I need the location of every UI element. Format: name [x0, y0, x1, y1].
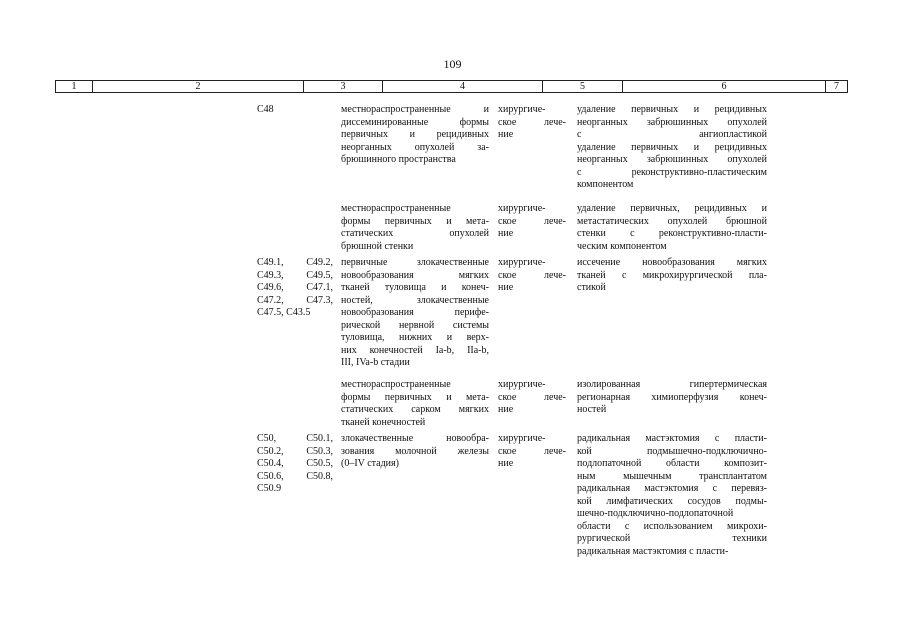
diagnosis-codes-line: C50.2, C50.3,: [257, 445, 333, 457]
treatment-type-cell: [498, 379, 566, 417]
diagnosis-codes-line: C50.9: [257, 483, 282, 494]
diagnosis-codes-line: C47.5, C43.5: [257, 307, 311, 318]
condition-description-line: зования молочной железы: [341, 445, 489, 457]
condition-description-line: статических сарком мягких: [341, 404, 489, 415]
treatment-methods-line: шечно-подключично-подлопаточной: [577, 508, 734, 519]
condition-description-line: туловища, нижних и верх-: [341, 332, 489, 343]
condition-description-line: брюшинного пространства: [341, 154, 456, 165]
condition-description-line: местнораспространенные: [341, 379, 451, 390]
condition-description-line: местнораспространенные: [341, 203, 451, 214]
condition-description-line: брюшной стенки: [341, 240, 414, 252]
table-header-row: [55, 80, 848, 93]
treatment-methods-line: метастатических опухолей брюшной: [577, 215, 767, 227]
treatment-type-line: ние: [498, 458, 514, 469]
treatment-type-line: ское лече-: [498, 391, 566, 403]
condition-description-line: первичные злокачественные: [341, 257, 489, 268]
treatment-methods-line: стенки с реконструктивно-пласти-: [577, 228, 767, 239]
condition-description-line: злокачественные новообра-: [341, 433, 489, 444]
condition-description-line: тканей туловища и конеч-: [341, 282, 489, 293]
treatment-methods-line: стикой: [577, 282, 606, 293]
treatment-methods-line: радикальная мастэктомия с пласти-: [577, 545, 729, 557]
condition-description-line: статических опухолей: [341, 228, 489, 239]
column-header-7: 7: [825, 81, 848, 92]
treatment-type-line: ское лече-: [498, 116, 566, 128]
treatment-methods-line: рургической техники: [577, 533, 767, 544]
condition-description-line: них конечностей Ia-b, IIa-b,: [341, 344, 489, 356]
condition-description-line: формы первичных и мета-: [341, 215, 489, 227]
treatment-methods-line: удаление первичных, рецидивных и: [577, 203, 767, 214]
column-header-1: 1: [55, 81, 92, 92]
treatment-methods-cell: [577, 104, 767, 192]
treatment-methods-line: изолированная гипертермическая: [577, 379, 767, 390]
treatment-type-line: ское лече-: [498, 445, 566, 457]
treatment-type-cell: [498, 433, 566, 471]
condition-description-line: формы первичных и мета-: [341, 391, 489, 403]
diagnosis-codes-cell: [257, 433, 333, 496]
diagnosis-codes-line: C50, C50.1,: [257, 433, 333, 444]
diagnosis-codes-cell: [257, 104, 333, 117]
treatment-methods-line: радикальная мастэктомия с пласти-: [577, 433, 767, 444]
treatment-type-line: ние: [498, 282, 514, 293]
treatment-methods-line: регионарная химиоперфузия конеч-: [577, 391, 767, 403]
condition-description-cell: [341, 257, 489, 370]
diagnosis-codes-line: C50.6, C50.8,: [257, 470, 333, 482]
condition-description-line: диссеминированные формы: [341, 116, 489, 128]
treatment-methods-line: кой подмышечно-подключично-: [577, 445, 767, 457]
diagnosis-codes-line: C49.1, C49.2,: [257, 257, 333, 268]
condition-description-line: тканей конечностей: [341, 416, 426, 428]
treatment-methods-line: кой лимфатических сосудов подмы-: [577, 495, 767, 507]
treatment-methods-line: ческим компонентом: [577, 240, 667, 252]
column-header-5: 5: [542, 81, 622, 92]
condition-description-cell: [341, 433, 489, 471]
condition-description-line: ностей, злокачественные: [341, 294, 489, 306]
treatment-methods-cell: [577, 379, 767, 417]
treatment-type-cell: [498, 257, 566, 295]
treatment-type-line: ние: [498, 129, 514, 140]
diagnosis-codes-line: C49.3, C49.5,: [257, 269, 333, 281]
treatment-methods-cell: [577, 203, 767, 253]
condition-description-line: (0–IV стадия): [341, 458, 399, 469]
diagnosis-codes-line: C47.2, C47.3,: [257, 294, 333, 306]
column-header-2: 2: [92, 81, 303, 92]
treatment-methods-line: подлопаточной области композит-: [577, 458, 767, 469]
treatment-type-line: хирургиче-: [498, 433, 546, 444]
condition-description-cell: [341, 203, 489, 253]
diagnosis-codes-line: C48: [257, 104, 274, 115]
treatment-type-line: хирургиче-: [498, 203, 546, 214]
treatment-type-line: хирургиче-: [498, 104, 546, 115]
treatment-methods-line: неорганных забрюшинных опухолей: [577, 154, 767, 165]
treatment-type-line: хирургиче-: [498, 379, 546, 390]
condition-description-line: местнораспространенные и: [341, 104, 489, 115]
treatment-type-line: ское лече-: [498, 269, 566, 281]
condition-description-line: рической нервной системы: [341, 319, 489, 331]
treatment-methods-line: области с использованием микрохи-: [577, 520, 767, 532]
treatment-methods-line: с реконструктивно-пластическим: [577, 166, 767, 178]
treatment-type-line: хирургиче-: [498, 257, 546, 268]
treatment-type-line: ское лече-: [498, 215, 566, 227]
treatment-methods-line: ным мышечным трансплантатом: [577, 470, 767, 482]
treatment-methods-line: радикальная мастэктомия с перевяз-: [577, 483, 767, 494]
treatment-methods-line: ностей: [577, 404, 607, 415]
diagnosis-codes-line: C49.6, C47.1,: [257, 282, 333, 293]
treatment-type-line: ние: [498, 228, 514, 239]
condition-description-line: первичных и рецидивных: [341, 129, 489, 140]
treatment-type-cell: [498, 104, 566, 142]
diagnosis-codes-cell: [257, 257, 333, 320]
treatment-methods-line: с ангиопластикой: [577, 129, 767, 140]
column-header-6: 6: [622, 81, 825, 92]
condition-description-line: III, IVa-b стадии: [341, 357, 410, 368]
condition-description-line: неорганных опухолей за-: [341, 141, 489, 153]
treatment-methods-line: удаление первичных и рецидивных: [577, 141, 767, 153]
treatment-type-cell: [498, 203, 566, 241]
treatment-methods-cell: [577, 257, 767, 295]
condition-description-line: новообразования мягких: [341, 269, 489, 281]
treatment-methods-line: компонентом: [577, 179, 634, 190]
treatment-methods-line: тканей с микрохирургической пла-: [577, 269, 767, 281]
column-header-3: 3: [303, 81, 382, 92]
diagnosis-codes-line: C50.4, C50.5,: [257, 458, 333, 469]
treatment-methods-line: удаление первичных и рецидивных: [577, 104, 767, 115]
treatment-methods-cell: [577, 433, 767, 558]
treatment-methods-line: неорганных забрюшинных опухолей: [577, 116, 767, 128]
condition-description-cell: [341, 104, 489, 167]
condition-description-cell: [341, 379, 489, 429]
treatment-type-line: ние: [498, 404, 514, 415]
treatment-methods-line: иссечение новообразования мягких: [577, 257, 767, 268]
page-number: 109: [443, 57, 462, 71]
column-header-4: 4: [382, 81, 542, 92]
condition-description-line: новообразования перифе-: [341, 307, 489, 318]
